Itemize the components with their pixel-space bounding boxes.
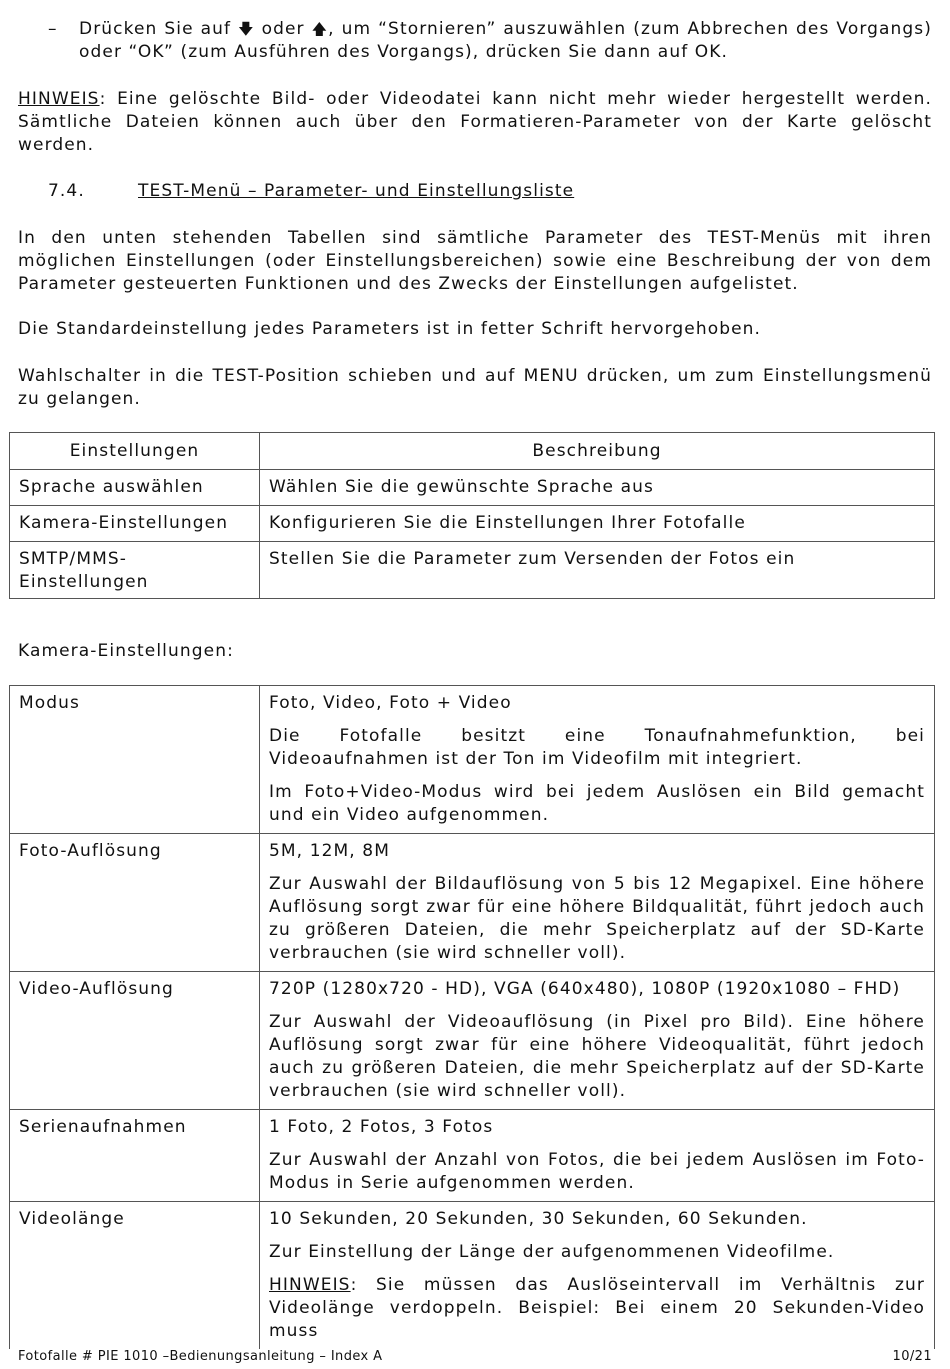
hinweis-label: HINWEIS xyxy=(269,1275,351,1295)
bullet-text-3: , um “Stornieren” auszuwählen (zum Abbrechen des Vorgangs) oder “OK” (zum Ausführen des Vorgangs), drücken Sie dann auf OK. xyxy=(79,19,932,62)
bullet-instruction xyxy=(48,18,932,64)
options-text: 1 Foto, 2 Fotos, 3 Fotos xyxy=(269,1117,494,1137)
setting-text: Kamera-Einstellungen xyxy=(19,513,229,533)
table-row xyxy=(10,834,935,972)
header-settings: Einstellungen xyxy=(10,433,260,470)
hinweis-label: HINWEIS xyxy=(18,89,100,109)
standard-note: Die Standardeinstellung jedes Parameters ist in fetter Schrift hervorgehoben. xyxy=(18,319,762,339)
param-cell: Video-Auflösung xyxy=(10,972,260,1110)
value-cell xyxy=(260,1110,935,1202)
header-description: Beschreibung xyxy=(260,433,935,470)
description-text: Zur Auswahl der Anzahl von Fotos, die bei jedem Auslösen im Foto-Modus in Serie aufgenommen werden. xyxy=(269,1150,925,1193)
param-cell: Modus xyxy=(10,686,260,834)
section-number: 7.4. xyxy=(48,181,85,201)
table-row xyxy=(10,686,935,834)
setting-cell xyxy=(10,506,260,542)
table-row xyxy=(10,542,935,599)
hinweis-text: : Sie müssen das Auslöseintervall im Verhältnis zur Videolänge verdoppeln. Beispiel: Bei einem 20 Sekunden-Video muss xyxy=(269,1275,925,1341)
camera-settings-table xyxy=(9,685,935,1349)
table-row xyxy=(10,1202,935,1350)
settings-table xyxy=(9,432,935,599)
page-number: 10/21 xyxy=(892,1349,932,1364)
table-row xyxy=(10,470,935,506)
options-text: Foto, Video, Foto + Video xyxy=(269,693,512,713)
camera-settings-label: Kamera-Einstellungen: xyxy=(18,641,234,661)
description-cell: Wählen Sie die gewünschte Sprache aus xyxy=(260,470,935,506)
bullet-text-2: oder xyxy=(254,19,312,39)
table-row xyxy=(10,506,935,542)
table-row xyxy=(10,972,935,1110)
switch-instruction: Wahlschalter in die TEST-Position schieben und auf MENU drücken, um zum Einstellungsmenü zu gelangen. xyxy=(18,366,932,409)
arrow-up-icon: 🡅 xyxy=(311,20,329,38)
param-cell: Serienaufnahmen xyxy=(10,1110,260,1202)
value-cell xyxy=(260,686,935,834)
description-text: Zur Auswahl der Videoauflösung (in Pixel pro Bild). Eine höhere Auflösung sorgt zwar für eine höhere Videoqualität, führt jedoch auch zu größeren Dateien, die mehr Speicherplatz auf der SD-Karte verbrauchen (sie wird schneller voll). xyxy=(269,1012,925,1101)
value-cell xyxy=(260,834,935,972)
arrow-down-icon: 🡇 xyxy=(238,20,255,38)
setting-cell: SMTP/MMS-Einstellungen xyxy=(10,542,260,599)
options-text: 5M, 12M, 8M xyxy=(269,841,390,861)
description-text: Die Fotofalle besitzt eine Tonaufnahmefunktion, bei Videoaufnahmen ist der Ton im Videofilm mit integriert. xyxy=(269,726,925,769)
description-text: Im Foto+Video-Modus wird bei jedem Auslösen ein Bild gemacht und ein Video aufgenommen. xyxy=(269,782,925,825)
options-text: 720P (1280x720 - HD), VGA (640x480), 1080P (1920x1080 – FHD) xyxy=(269,979,901,999)
hinweis-note xyxy=(18,88,932,157)
footer-title: Fotofalle # PIE 1010 –Bedienungsanleitung – Index A xyxy=(18,1349,383,1364)
value-cell xyxy=(260,1202,935,1350)
param-cell: Foto-Auflösung xyxy=(10,834,260,972)
bullet-text-1: Drücken Sie auf xyxy=(79,19,239,39)
description-text: Zur Auswahl der Bildauflösung von 5 bis 12 Megapixel. Eine höhere Auflösung sorgt zwar für eine höhere Bildqualität, führt jedoch auch zu größeren Dateien, die mehr Speicherplatz auf der SD-Karte verbrauchen (sie wird schneller voll). xyxy=(269,874,925,963)
hinweis-text: : Eine gelöschte Bild- oder Videodatei kann nicht mehr wieder hergestellt werden. Sämtliche Dateien können auch über den Formatieren-Parameter von der Karte gelöscht werden. xyxy=(18,89,932,155)
table-row xyxy=(10,1110,935,1202)
options-text: 10 Sekunden, 20 Sekunden, 30 Sekunden, 60 Sekunden. xyxy=(269,1209,808,1229)
bullet-dash: – xyxy=(48,19,58,39)
intro-paragraph: In den unten stehenden Tabellen sind sämtliche Parameter des TEST-Menüs mit ihren möglichen Einstellungen (oder Einstellungsbereichen) sowie eine Beschreibung der von dem Parameter gesteuerten Funktionen und des Zwecks der Einstellungen aufgelistet. xyxy=(18,228,932,294)
description-cell: Konfigurieren Sie die Einstellungen Ihrer Fotofalle xyxy=(260,506,935,542)
hinweis-paragraph xyxy=(269,1274,925,1343)
description-cell: Stellen Sie die Parameter zum Versenden der Fotos ein xyxy=(260,542,935,599)
description-text: Zur Einstellung der Länge der aufgenommenen Videofilme. xyxy=(269,1242,835,1262)
section-title: TEST-Menü – Parameter- und Einstellungsliste xyxy=(138,181,575,201)
value-cell xyxy=(260,972,935,1110)
param-cell: Videolänge xyxy=(10,1202,260,1350)
table-header-row xyxy=(10,433,935,470)
page-footer xyxy=(18,1349,932,1364)
setting-cell: Sprache auswählen xyxy=(10,470,260,506)
